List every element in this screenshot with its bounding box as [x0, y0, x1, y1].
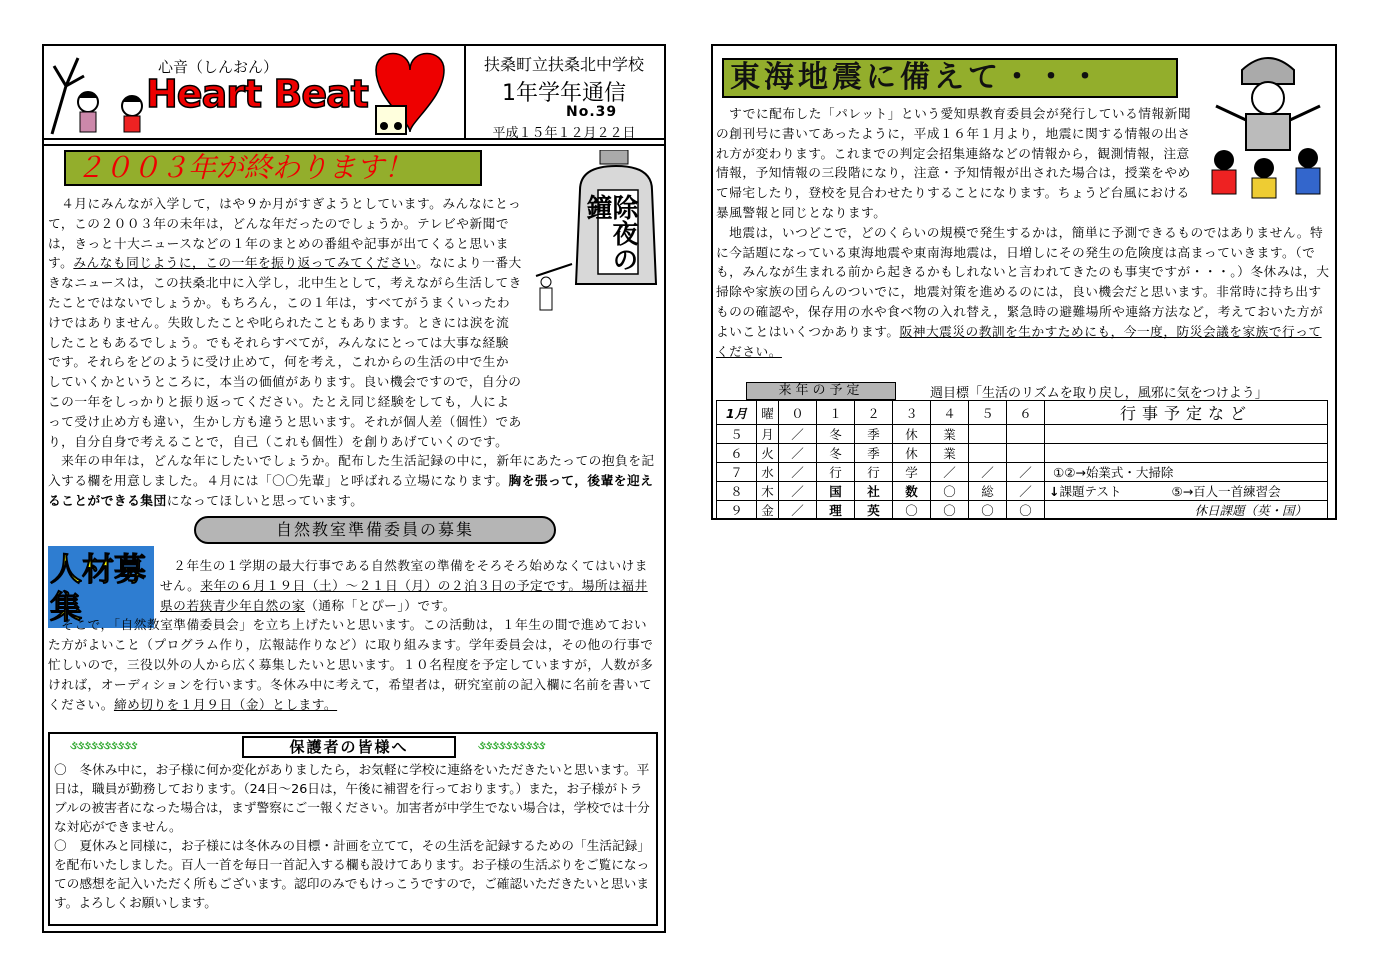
period-cell: ／: [779, 444, 817, 463]
schedule-header-cell: ５: [969, 401, 1007, 425]
notice-body: [54, 760, 654, 912]
schedule-header-cell: ２: [855, 401, 893, 425]
period-cell: 〇: [1007, 501, 1045, 520]
weekday-cell: 金: [757, 501, 779, 520]
period-cell: 冬: [817, 425, 855, 444]
period-cell: 社: [855, 482, 893, 501]
schedule-header-cell: ６: [1007, 401, 1045, 425]
period-cell: 季: [855, 425, 893, 444]
school-name: 扶桑町立扶桑北中学校: [483, 55, 644, 74]
article3-para1: すでに配布した「パレット」という愛知県教育委員会が発行している情報新聞の創刊号に書いてあったように，平成１６年１月より，地震に関する情報の出され方が変わります。これまでの判定会招集連絡などの情報から，観測情報，注意情報，予知情報の三段階になり，注意・予知情報が出された場合は，授業をやめて帰宅したり，登校を見合わせたりすることになります。ちょうど台風における暴風警報と同じとなります。: [716, 106, 1192, 220]
period-cell: ／: [931, 463, 969, 482]
schedule-header-cell: ３: [893, 401, 931, 425]
article3-para2: 地震は，いつどこで，どのくらいの規模で発生するかは，簡単に予測できるものではありません。特に今話題になっている東海地震や東南海地震は，日増しにその発生の危険度は高まっていきます。（でも，みんなが生まれる前から起きるかもしれないと言われてきたのも事実ですが・・・。）冬休みは，大掃除や家族の団らんのついでに，地震対策を進めるのには，良い機会だと思います。非常時に持ち出すものの確認や，保存用の水や食べ物の入れ替え，緊急時の避難場所や連絡方法など，考えておいた方がよいことはいくつかあります。阪神大震災の教訓を生かすためにも，今一度，防災会議を家族で行ってください。: [716, 224, 1330, 359]
issue-number: No.39: [566, 104, 618, 120]
day-cell: ８: [717, 482, 757, 501]
schedule-header-cell: 行事予定など: [1045, 401, 1328, 425]
period-cell: 季: [855, 444, 893, 463]
article2-body: [48, 556, 660, 714]
schedule-row: [717, 501, 1328, 520]
notice-item: 〇 冬休み中に，お子様に何か変化がありましたら，お気軽に学校に連絡をいただきたいと思います。平日は，職員が勤務しております。（24日～26日は，午後に補習を行っております。）また，お子様がトラブルの被害者になった場合は，まず警察にご一報ください。加害者が中学生でない場合は，学校では十分な対応ができません。: [54, 762, 650, 834]
period-cell: [1007, 444, 1045, 463]
event-cell: [1045, 444, 1328, 463]
period-cell: 休: [893, 444, 931, 463]
period-cell: ／: [779, 482, 817, 501]
period-cell: 業: [931, 444, 969, 463]
event-cell: [1045, 482, 1328, 501]
article1-body: [48, 194, 660, 511]
article1-title: ２００３年が終わります！: [64, 150, 482, 186]
notice-item: 〇 夏休みと同様に，お子様には冬休みの目標・計画を立てて，その生活を記録するための「生活記録」を配布いたしました。百人一首を毎日一首記入する欄も設けてあります。お子様の生活ぶりをご覧になっての感想を記入いただく所もございます。認印のみでもけっこうですので，ご確認いただきたいと思います。よろしくお願いします。: [54, 838, 651, 910]
masthead-divider: [44, 138, 664, 146]
weekday-cell: 木: [757, 482, 779, 501]
period-cell: ／: [1007, 482, 1045, 501]
schedule-header-row: [717, 401, 1328, 425]
period-cell: 行: [817, 463, 855, 482]
schedule-title: 来年の予定: [746, 382, 896, 400]
weekday-cell: 水: [757, 463, 779, 482]
period-cell: 業: [931, 425, 969, 444]
notice-title: 保護者の皆様へ: [242, 736, 456, 758]
weekday-cell: 火: [757, 444, 779, 463]
masthead-subtitle: 心音（しんおん）: [158, 58, 279, 76]
day-cell: ５: [717, 425, 757, 444]
schedule-row: [717, 425, 1328, 444]
bell-label: 除夜の鐘: [582, 194, 638, 272]
event-cell: [1045, 425, 1328, 444]
schedule-header-cell: 1月: [717, 401, 757, 425]
period-cell: [969, 444, 1007, 463]
period-cell: 〇: [969, 501, 1007, 520]
period-cell: ／: [1007, 463, 1045, 482]
period-cell: 〇: [931, 501, 969, 520]
article3-body: [716, 104, 1332, 361]
schedule-header-cell: １: [817, 401, 855, 425]
period-cell: ／: [779, 501, 817, 520]
arrow-down-icon: ↓: [1049, 484, 1060, 499]
article2-para2: そこで，「自然教室準備委員会」を立ち上げたいと思います。この活動は，１年生の間で進めておいた方がよいこと（プログラム作り，広報誌作りなど）に取り組みます。学年委員会は，その他の行事で忙しいので，三役以外の人から広く募集したいと思います。１０名程度を予定していますが，人数が多ければ，オーディションを行います。冬休み中に考えて，希望者は，研究室前の記入欄に名前を書いてください。締め切りを１月９日（金）とします。: [48, 617, 654, 712]
weekly-goal: 週目標「生活のリズムを取り戻し，風邪に気をつけよう」: [930, 386, 1268, 401]
schedule-header-cell: ０: [779, 401, 817, 425]
period-cell: 総: [969, 482, 1007, 501]
period-cell: [1007, 425, 1045, 444]
period-cell: 英: [855, 501, 893, 520]
schedule-header-cell: 曜: [757, 401, 779, 425]
period-cell: ／: [779, 463, 817, 482]
event-cell: ①②→始業式・大掃除: [1045, 463, 1328, 482]
schedule-table: [716, 400, 1328, 520]
event-cell: 休日課題（英・国）: [1045, 501, 1328, 520]
schedule-row: [717, 463, 1328, 482]
notice-decoration-left: ઙઙઙઙઙઙઙઙઙઙ: [70, 738, 137, 752]
day-cell: ９: [717, 501, 757, 520]
period-cell: 〇: [931, 482, 969, 501]
period-cell: ／: [969, 463, 1007, 482]
day-cell: ７: [717, 463, 757, 482]
article2-para1: ２年生の１学期の最大行事である自然教室の準備をそろそろ始めなくてはいけません。来年の６月１９日（土）～２１日（月）の２泊３日の予定です。場所は福井県の若狭青少年自然の家（通称「とぴー」）です。: [160, 558, 648, 613]
period-cell: 理: [817, 501, 855, 520]
issue-date: 平成１５年１２月２２日: [492, 126, 636, 141]
event-text: 課題テスト ⑤→百人一首練習会: [1059, 484, 1281, 499]
logo-text: Heart Beat: [146, 72, 368, 116]
schedule-header-cell: ４: [931, 401, 969, 425]
schedule-row: [717, 444, 1328, 463]
period-cell: 数: [893, 482, 931, 501]
article1-para2: 来年の申年は，どんな年にしたいでしょうか。配布した生活記録の中に，新年にあたっての抱負を記入する欄を用意しました。４月には「〇〇先輩」と呼ばれる立場になります。胸を張って，後輩を迎えることができる集団になってほしいと思っています。: [48, 453, 655, 508]
period-cell: 行: [855, 463, 893, 482]
article2-title: 自然教室準備委員の募集: [194, 516, 556, 544]
period-cell: [969, 425, 1007, 444]
period-cell: 休: [893, 425, 931, 444]
period-cell: ／: [779, 425, 817, 444]
period-cell: 〇: [893, 501, 931, 520]
period-cell: 学: [893, 463, 931, 482]
article3-title: 東海地震に備えて・・・: [722, 58, 1178, 98]
article1-para1: ４月にみんなが入学して，はや９か月がすぎようとしています。みんなにとって，この２００３年の未年は，どんな年だったのでしょうか。テレビや新聞では，きっと十大ニュースなどの１年のまとめの番組や記事が出てくると思います。みんなも同じように，この一年を振り返ってみてください。なにより一番大きなニュースは，この扶桑北中に入学し，北中生として，考えながら生活してきたことではないでしょうか。もちろん，この１年は，すべてがうまくいったわけではありません。失敗したことや叱られたこともあります。ときには涙を流したこともあるでしょう。でもそれらすべてが，みんなにとっては大事な経験です。それらをどのように受け止めて，何を考え，これからの生活の中で生かしていくかというところに，本当の価値があります。良い機会ですので，自分のこの一年をしっかりと振り返ってください。たとえ同じ経験をしても，人によって受け止め方も違い，生かし方も違うと思います。それが個人差（個性）であり，自分自身で考えることで，自己（これも個性）を創りあげていくのです。: [48, 196, 522, 449]
newsletter-name: 1年学年通信: [502, 81, 626, 106]
notice-decoration-right: ઙઙઙઙઙઙઙઙઙઙ: [478, 738, 545, 752]
period-cell: 冬: [817, 444, 855, 463]
recruit-badge: 人材募集: [48, 546, 154, 628]
day-cell: ６: [717, 444, 757, 463]
schedule-row: [717, 482, 1328, 501]
weekday-cell: 月: [757, 425, 779, 444]
period-cell: 国: [817, 482, 855, 501]
